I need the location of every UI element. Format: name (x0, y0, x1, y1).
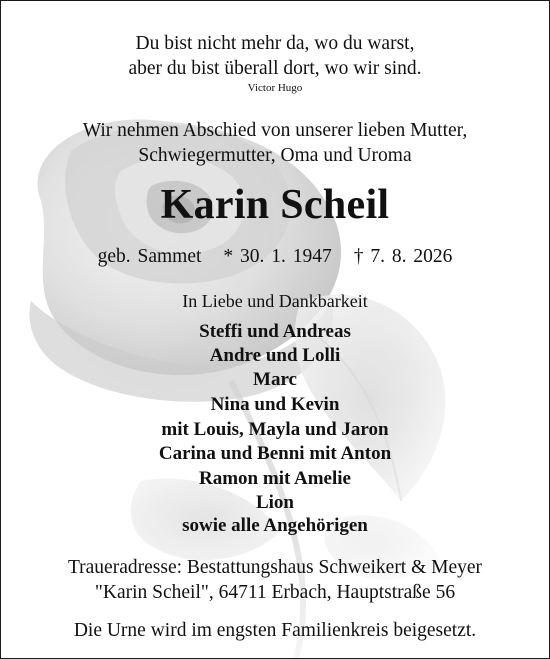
closing-line: Die Urne wird im engsten Familienkreis beigesetzt. (73, 620, 477, 641)
mourner-line: sowie alle Angehörigen (182, 515, 368, 536)
address-line-2: "Karin Scheil", 64711 Erbach, Hauptstraße 56 (94, 582, 456, 603)
life-dates (1, 246, 549, 268)
birth-date: * 30. 1. 1947 (223, 246, 332, 267)
mourner-line: Nina und Kevin (210, 394, 340, 415)
mourner-line: Marc (253, 369, 297, 390)
quote-line-1: Du bist nicht mehr da, wo du warst, (135, 33, 415, 54)
quote-line-2: aber du bist überall dort, wo wir sind. (128, 58, 422, 79)
mourner-line: Andre und Lolli (209, 345, 341, 366)
intro-line-1: Wir nehmen Abschied von unserer lieben Mutter, (82, 120, 468, 141)
intro-line-2: Schwiegermutter, Oma und Uroma (138, 145, 412, 166)
thanks-line: In Liebe und Dankbarkeit (182, 291, 368, 311)
mourner-line: mit Louis, Mayla und Jaron (161, 419, 389, 440)
mourner-line: Carina und Benni mit Anton (158, 443, 392, 464)
mourner-line: Ramon mit Amelie (199, 468, 351, 489)
mourner-line: Lion (255, 492, 295, 513)
death-date: † 7. 8. 2026 (353, 246, 453, 267)
maiden-name: geb. Sammet (97, 246, 202, 267)
address-line-1: Traueradresse: Bestattungshaus Schweikert & Meyer (67, 557, 483, 578)
mourner-line: Steffi und Andreas (199, 321, 351, 342)
quote-author: Victor Hugo (247, 82, 303, 94)
deceased-name: Karin Scheil (160, 182, 390, 228)
